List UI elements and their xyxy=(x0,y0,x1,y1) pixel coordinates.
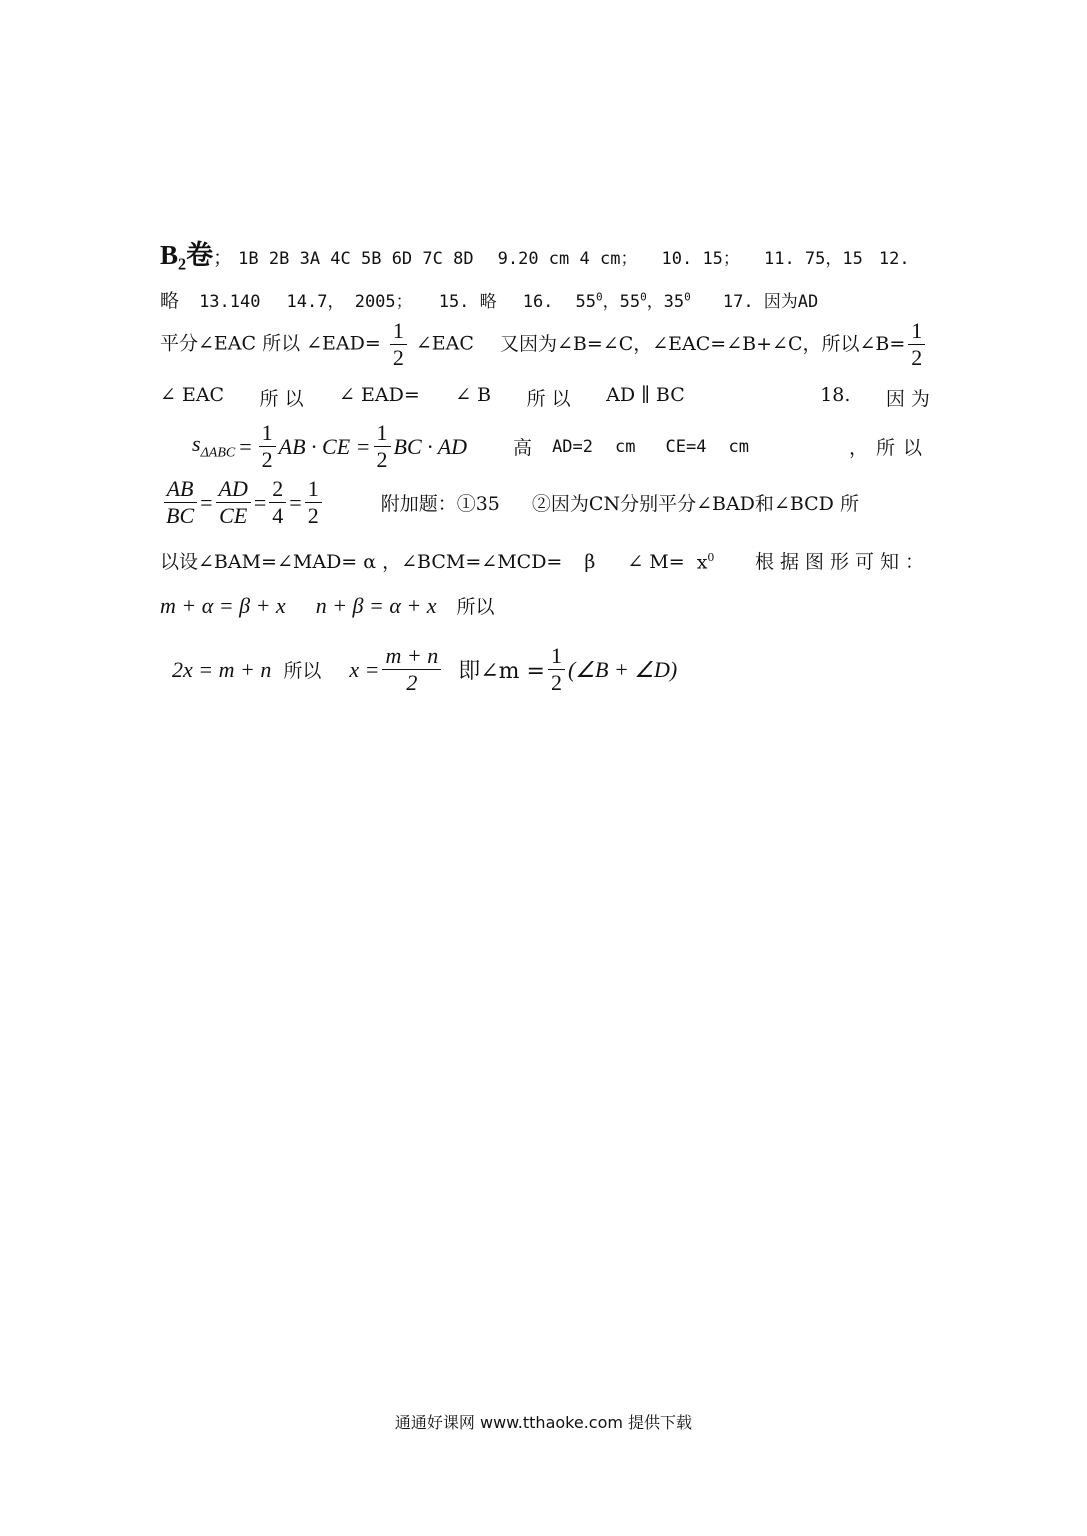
answer-line-3 xyxy=(160,320,930,369)
text-segment: ∠ EAC xyxy=(160,384,225,406)
text-segment: ，所以 xyxy=(848,437,930,459)
text-segment: 所 以 xyxy=(526,388,571,410)
text-segment: ∠ M= xyxy=(627,551,685,573)
answer-12: 略 xyxy=(160,290,180,312)
equals-sign: = xyxy=(253,489,267,515)
answer-line-9 xyxy=(172,645,942,694)
answer-line-7 xyxy=(160,547,930,574)
text-segment: 又因为∠B=∠C，∠EAC=∠B+∠C，所以∠B= xyxy=(500,332,906,355)
answer-16: $55^0$，$55^0$，$35^0$ xyxy=(575,290,691,312)
ratio-fraction: $\frac{1}{2}$ xyxy=(305,478,322,527)
ratio-fraction: $\frac{AB}{BC}$ xyxy=(163,478,197,527)
answer-10: 10. 15； xyxy=(661,249,740,269)
text-segment: ∠EAC xyxy=(415,332,474,355)
choice-answers: 1B 2B 3A 4C 5B 6D 7C 8D xyxy=(238,249,474,269)
text-segment: 以设∠BAM=∠MAD= α ，∠BCM=∠MCD= xyxy=(160,551,563,573)
answer-line-8 xyxy=(160,592,930,619)
bonus-question: 附加题：①35 xyxy=(380,493,500,515)
formula-segment: BC · AD xyxy=(393,433,468,459)
equation: n + β = α + x xyxy=(315,593,437,618)
equals-sign: = xyxy=(200,489,213,515)
text-segment: $x^0$ xyxy=(696,550,715,573)
equation: m + α = β + x xyxy=(160,593,286,618)
answer-18-label: 18. xyxy=(820,384,851,406)
fraction-half: $\frac{1}{2}$ xyxy=(390,320,407,369)
text-segment: ∠ EAD= xyxy=(339,384,420,406)
answer-14: 14.7， 2005； xyxy=(286,292,413,312)
fraction-half: $\frac{1}{2}$ xyxy=(374,422,391,471)
answer-16-label: 16. xyxy=(522,292,554,312)
answer-17-start: 17. 因为AD xyxy=(722,292,819,312)
formula-segment: AB · CE = xyxy=(278,433,371,459)
text-segment: 因 为 xyxy=(885,388,930,410)
text-segment: 所以 xyxy=(283,660,322,682)
equation: 2x = m + n xyxy=(172,656,272,682)
answer-line-6 xyxy=(160,478,930,527)
page-footer: 通通好课网 www.tthaoke.com 提供下载 xyxy=(394,1413,693,1432)
text-segment: AD=2 xyxy=(552,436,594,457)
heading-separator: ； xyxy=(213,247,233,269)
text-segment: 平分∠EAC 所以 ∠EAD= xyxy=(160,332,381,355)
answer-line-2 xyxy=(160,286,930,313)
equation: 即∠m = xyxy=(458,659,545,684)
text-segment: ②因为CN分别平分∠BAD和∠BCD 所 xyxy=(531,493,859,515)
fraction-half: $\frac{1}{2}$ xyxy=(548,645,565,694)
fraction-half: $\frac{1}{2}$ xyxy=(908,320,925,369)
answer-15: 15. 略 xyxy=(438,292,497,312)
text-segment: CE=4 xyxy=(665,436,707,457)
text-segment: 根据图形可知： xyxy=(754,551,930,573)
answer-11: 11. 75，15 xyxy=(763,249,863,269)
ratio-fraction: $\frac{AD}{CE}$ xyxy=(216,478,251,527)
equation: (∠B + ∠D) xyxy=(567,656,678,682)
answer-13: 13.140 xyxy=(199,292,261,312)
answer-9: 9.20 cm 4 cm； xyxy=(497,249,638,269)
text-segment: ∠ B xyxy=(455,384,492,406)
text-segment: 所以 xyxy=(456,596,495,618)
equals-sign: = xyxy=(289,489,302,515)
text-segment: 高 xyxy=(513,437,533,459)
text-segment: cm xyxy=(728,436,749,457)
answer-line-1 xyxy=(160,233,930,272)
equals-sign: = xyxy=(239,433,252,459)
greek-beta: β xyxy=(584,551,596,573)
fraction-half: $\frac{1}{2}$ xyxy=(259,422,276,471)
equation: x = xyxy=(349,656,380,682)
area-symbol: $s_{\Delta ABC}$ xyxy=(192,431,236,461)
answer-line-4 xyxy=(160,384,930,411)
ratio-fraction: $\frac{2}{4}$ xyxy=(269,478,286,527)
text-segment: AD ∥ BC xyxy=(606,384,685,406)
fraction: $\frac{m + n}{2}$ xyxy=(382,645,441,694)
answer-12-label: 12. xyxy=(878,249,910,269)
text-segment: cm xyxy=(615,436,636,457)
answer-line-5 xyxy=(192,422,930,471)
text-segment: 所 以 xyxy=(259,388,304,410)
section-heading: B₂卷 xyxy=(160,240,214,270)
